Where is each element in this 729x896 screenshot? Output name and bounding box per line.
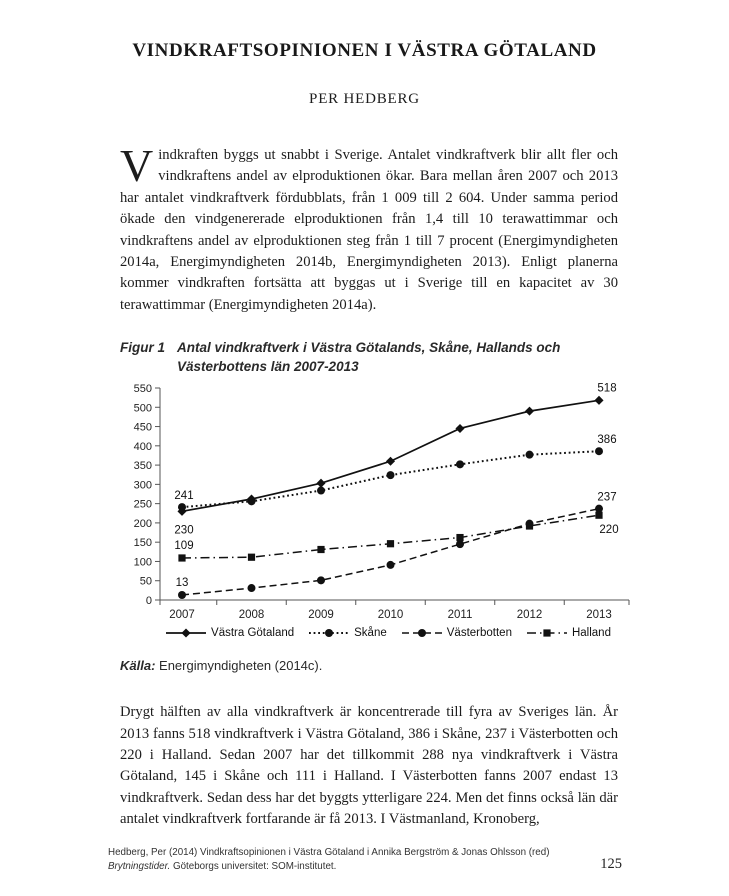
legend-sample-dotted xyxy=(308,627,350,639)
page-title: VINDKRAFTSOPINIONEN I VÄSTRA GÖTALAND xyxy=(132,40,597,61)
figure-label: Figur 1 xyxy=(120,340,166,356)
point-label: 237 xyxy=(597,491,617,504)
circle-marker xyxy=(248,498,256,506)
footer-book-title: Brytningstider. xyxy=(108,860,171,872)
y-tick-label: 100 xyxy=(133,556,152,569)
y-tick-label: 450 xyxy=(133,421,152,434)
series-1 xyxy=(177,396,603,516)
circle-marker xyxy=(526,451,534,459)
square-marker xyxy=(178,555,185,562)
page-number: 125 xyxy=(600,856,622,872)
legend-item-2 xyxy=(308,627,387,639)
figure-caption xyxy=(120,338,618,376)
page-footer xyxy=(108,846,622,873)
footer-citation xyxy=(108,846,549,873)
circle-marker xyxy=(418,629,426,637)
figure-caption-text: Antal vindkraftverk i Västra Götalands, Skåne, Hallands och Västerbottens län 2007-2013 xyxy=(177,340,561,375)
diamond-marker xyxy=(386,457,395,466)
footer-citation-line1: Hedberg, Per (2014) Vindkraftsopinionen i Västra Götaland i Annika Bergström & Jonas Ohlsson (red) xyxy=(108,847,550,858)
footer-publisher: Göteborgs universitet: SOM-institutet. xyxy=(170,860,337,872)
paragraph-body: Drygt hälften av alla vindkraftverk är koncentrerade till fyra av Sveriges län. År 2013 fanns 518 vindkraftverk i Västra Götaland, 386 i Skåne, 237 i Västerbotten och 220 i Halland. Sedan 2007 har det tillkommit 288 nya vindkraftverk i Västra Götaland, 145 i Skåne och 111 i Halland. I Västerbotten fanns 2007 endast 13 vindkraftverk. Sedan dess har det byggts ytterligare 224. Men det finns också län där antalet vindkraftverk fortfarande är få 2013. I Västmanland, Kronoberg, xyxy=(120,704,618,828)
square-marker xyxy=(526,523,533,530)
x-tick-label: 2007 xyxy=(169,609,195,622)
legend-sample-solid xyxy=(165,627,207,639)
circle-marker xyxy=(325,629,333,637)
author-name: PER HEDBERG xyxy=(309,91,420,107)
square-marker xyxy=(387,540,394,547)
y-tick-label: 400 xyxy=(133,441,152,454)
legend-sample-dashed xyxy=(401,627,443,639)
y-axis xyxy=(134,383,160,607)
series-3 xyxy=(175,505,603,599)
x-tick-label: 2010 xyxy=(377,609,404,622)
diamond-marker xyxy=(455,424,464,433)
y-tick-label: 200 xyxy=(133,518,152,531)
circle-marker xyxy=(387,561,395,569)
square-marker xyxy=(456,534,463,541)
dropcap-letter: V xyxy=(120,140,154,191)
diamond-marker xyxy=(182,629,191,638)
line-chart xyxy=(128,381,648,625)
circle-marker xyxy=(387,471,395,479)
circle-marker xyxy=(595,447,603,455)
point-label: 518 xyxy=(597,382,617,395)
circle-marker xyxy=(248,584,256,592)
square-marker xyxy=(317,546,324,553)
x-axis xyxy=(160,600,629,621)
circle-marker xyxy=(456,461,464,469)
circle-marker xyxy=(456,540,464,548)
y-tick-label: 550 xyxy=(133,383,152,396)
x-tick-label: 2013 xyxy=(586,609,612,622)
point-label: 386 xyxy=(597,434,617,447)
series-4 xyxy=(178,512,602,562)
legend-item-1 xyxy=(165,627,294,639)
source-label: Källa: xyxy=(120,658,156,674)
y-tick-label: 300 xyxy=(133,479,152,492)
square-marker xyxy=(248,554,255,561)
legend-label: Västerbotten xyxy=(446,627,512,640)
y-tick-label: 350 xyxy=(133,460,152,473)
point-label: 220 xyxy=(599,524,619,537)
diamond-marker xyxy=(316,479,325,488)
circle-marker xyxy=(595,505,603,513)
circle-marker xyxy=(317,487,325,495)
point-label: 13 xyxy=(175,577,189,590)
legend-label: Skåne xyxy=(354,627,387,640)
circle-marker xyxy=(178,503,186,511)
legend-sample-dashdot xyxy=(526,627,568,639)
source-text: Energimyndigheten (2014c). xyxy=(159,658,323,674)
y-tick-label: 150 xyxy=(133,537,152,550)
footer-citation-line2 xyxy=(108,860,549,874)
diamond-marker xyxy=(594,396,603,405)
y-tick-label: 50 xyxy=(139,575,152,588)
legend-item-3 xyxy=(401,627,512,639)
y-tick-label: 500 xyxy=(133,402,152,415)
y-tick-label: 250 xyxy=(133,498,152,511)
x-tick-label: 2008 xyxy=(238,609,265,622)
square-marker xyxy=(543,630,550,637)
figure-source xyxy=(120,658,729,673)
point-label: 109 xyxy=(174,540,194,553)
paragraph-intro-text: indkraften byggs ut snabbt i Sverige. Antalet vindkraftverk blir allt fler och vindkraftens andel av elproduktionen ökar. Bara mellan åren 2007 och 2013 har antalet vindkraftverk fördubblats, från 1 009 till 2 604. Under samma period ökade den vindgenererade elproduktionen från 1,4 till 10 terawattimmar och vindkraftens andel av elproduktionen steg från 1 till 7 procent (Energimyndigheten 2014a, Energimyndigheten 2014b, Energimyndigheten 2013). Enligt planerna kommer vindkraften fortsätta att byggas ut i Sverige till en kapacitet av 30 terawattimmar (Energimyndigheten 2014a). xyxy=(120,147,618,313)
figure-1-chart xyxy=(128,381,648,639)
legend-item-4 xyxy=(526,627,611,639)
circle-marker xyxy=(317,577,325,585)
point-label: 241 xyxy=(174,490,194,503)
circle-marker xyxy=(178,591,186,599)
legend-label: Halland xyxy=(571,627,611,640)
y-tick-label: 0 xyxy=(145,595,152,608)
x-tick-label: 2009 xyxy=(308,609,334,622)
paragraph-intro xyxy=(120,140,618,316)
legend-label: Västra Götaland xyxy=(211,627,295,640)
chart-legend xyxy=(128,627,648,639)
x-tick-label: 2011 xyxy=(447,609,473,622)
square-marker xyxy=(595,512,602,519)
diamond-marker xyxy=(525,407,534,416)
point-label: 230 xyxy=(174,524,194,537)
x-tick-label: 2012 xyxy=(516,609,543,622)
